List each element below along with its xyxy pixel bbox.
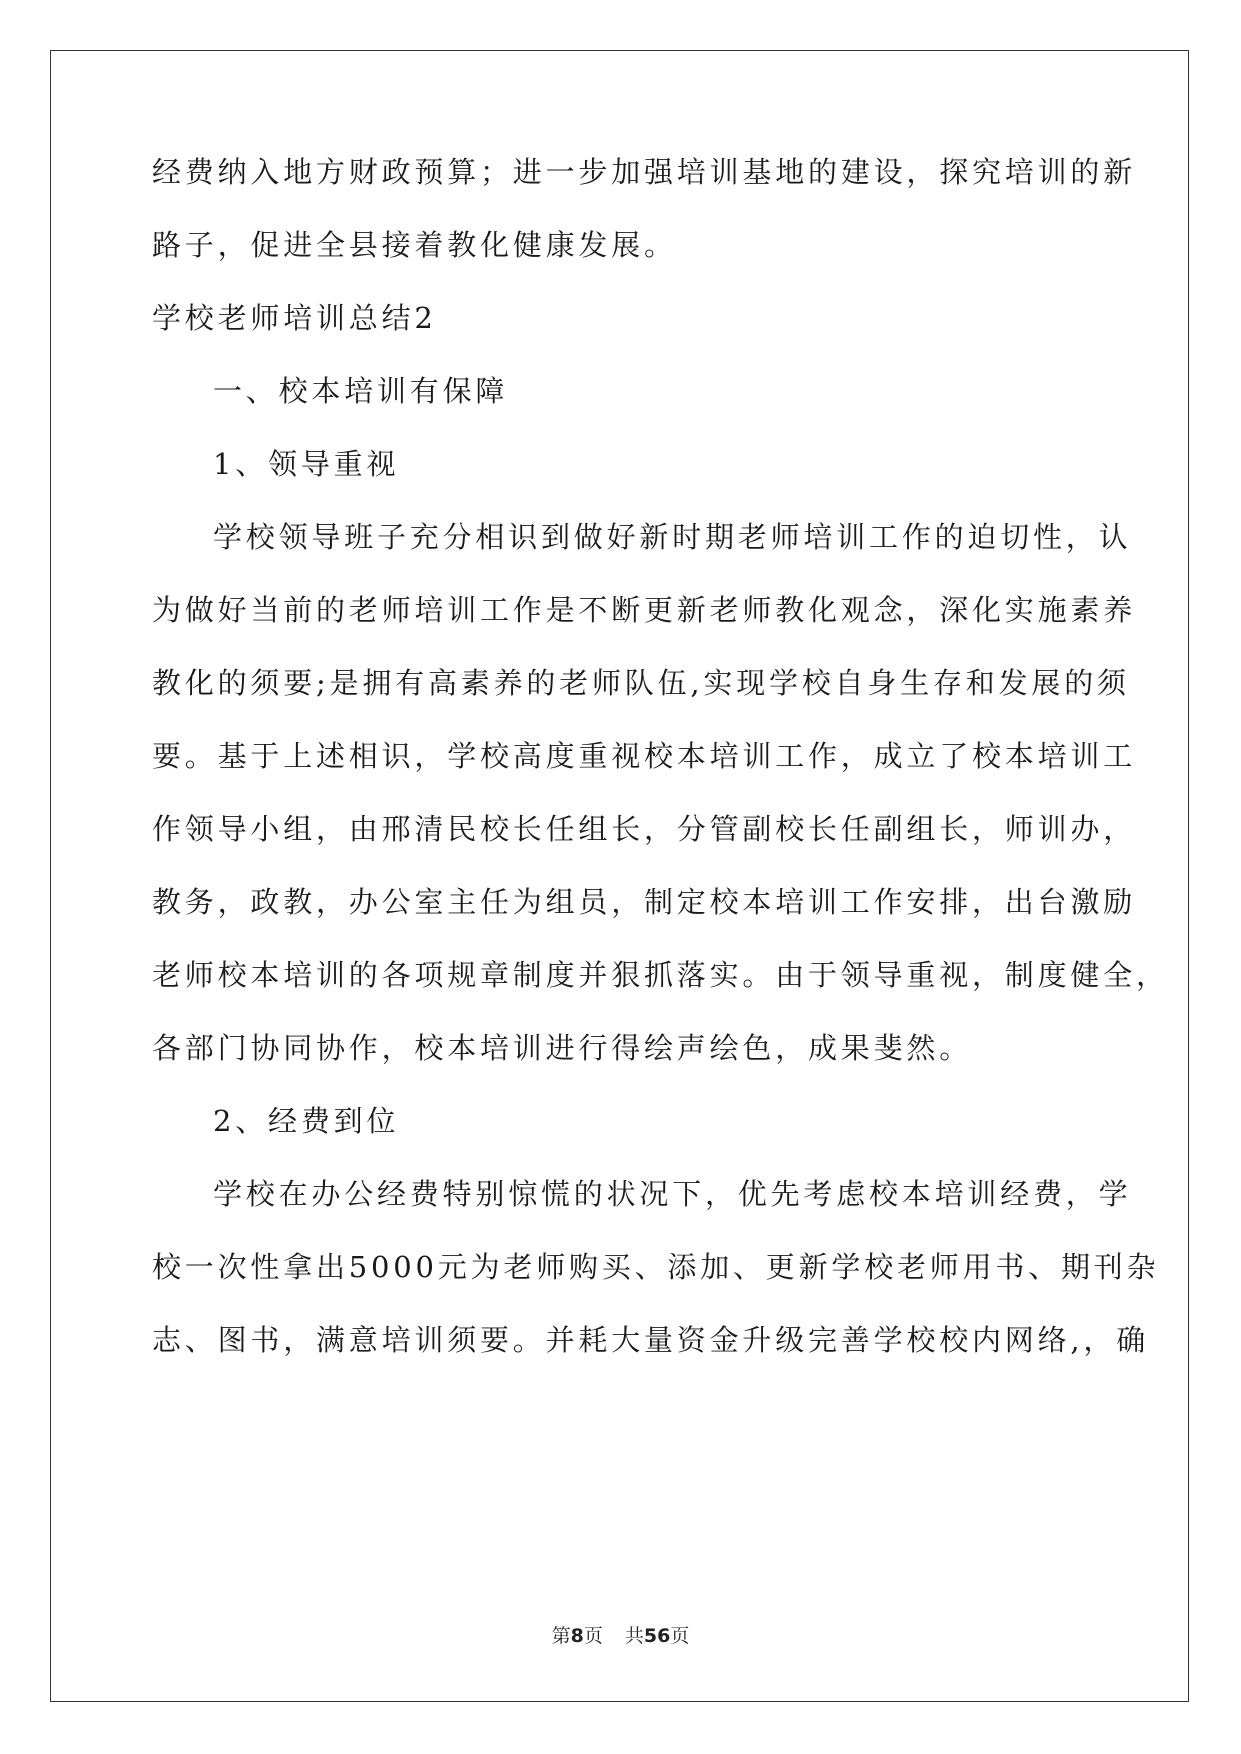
paragraph-line: 教化的须要;是拥有高素养的老师队伍,实现学校自身生存和发展的须: [152, 666, 1130, 700]
paragraph-line: 为做好当前的老师培训工作是不断更新老师教化观念，深化实施素养: [152, 593, 1137, 627]
section-heading: 一、校本培训有保障: [213, 374, 509, 408]
paragraph-line: 学校在办公经费特别惊慌的状况下，优先考虑校本培训经费，学: [213, 1177, 1132, 1211]
paragraph-line: 教务，政教，办公室主任为组员，制定校本培训工作安排，出台激励: [152, 885, 1137, 919]
subsection-heading: 2、经费到位: [213, 1104, 400, 1138]
paragraph-line: 经费纳入地方财政预算；进一步加强培训基地的建设，探究培训的新: [152, 155, 1137, 189]
paragraph-line: 老师校本培训的各项规章制度并狠抓落实。由于领导重视，制度健全，: [152, 958, 1169, 992]
paragraph-line: 要。基于上述相识，学校高度重视校本培训工作，成立了校本培训工: [152, 739, 1137, 773]
footer-total-suffix: 页: [670, 1625, 690, 1647]
page-footer: [0, 1624, 1241, 1648]
paragraph-line: 作领导小组，由邢清民校长任组长，分管副校长任副组长，师训办，: [152, 812, 1137, 846]
section-title: 学校老师培训总结2: [152, 301, 437, 335]
footer-total-prefix: 共: [624, 1625, 644, 1647]
subsection-heading: 1、领导重视: [213, 447, 400, 481]
paragraph-line: 学校领导班子充分相识到做好新时期老师培训工作的迫切性，认: [213, 520, 1132, 554]
footer-page-suffix: 页: [583, 1625, 603, 1647]
footer-page-number: 8: [570, 1625, 584, 1647]
footer-total-pages: 56: [643, 1625, 671, 1647]
paragraph-line: 志、图书，满意培训须要。并耗大量资金升级完善学校校内网络,，确: [152, 1323, 1150, 1357]
paragraph-line: 校一次性拿出5000元为老师购买、添加、更新学校老师用书、期刊杂: [152, 1250, 1160, 1284]
paragraph-line: 路子，促进全县接着教化健康发展。: [152, 228, 677, 262]
footer-page-prefix: 第: [551, 1625, 571, 1647]
paragraph-line: 各部门协同协作，校本培训进行得绘声绘色，成果斐然。: [152, 1031, 973, 1065]
